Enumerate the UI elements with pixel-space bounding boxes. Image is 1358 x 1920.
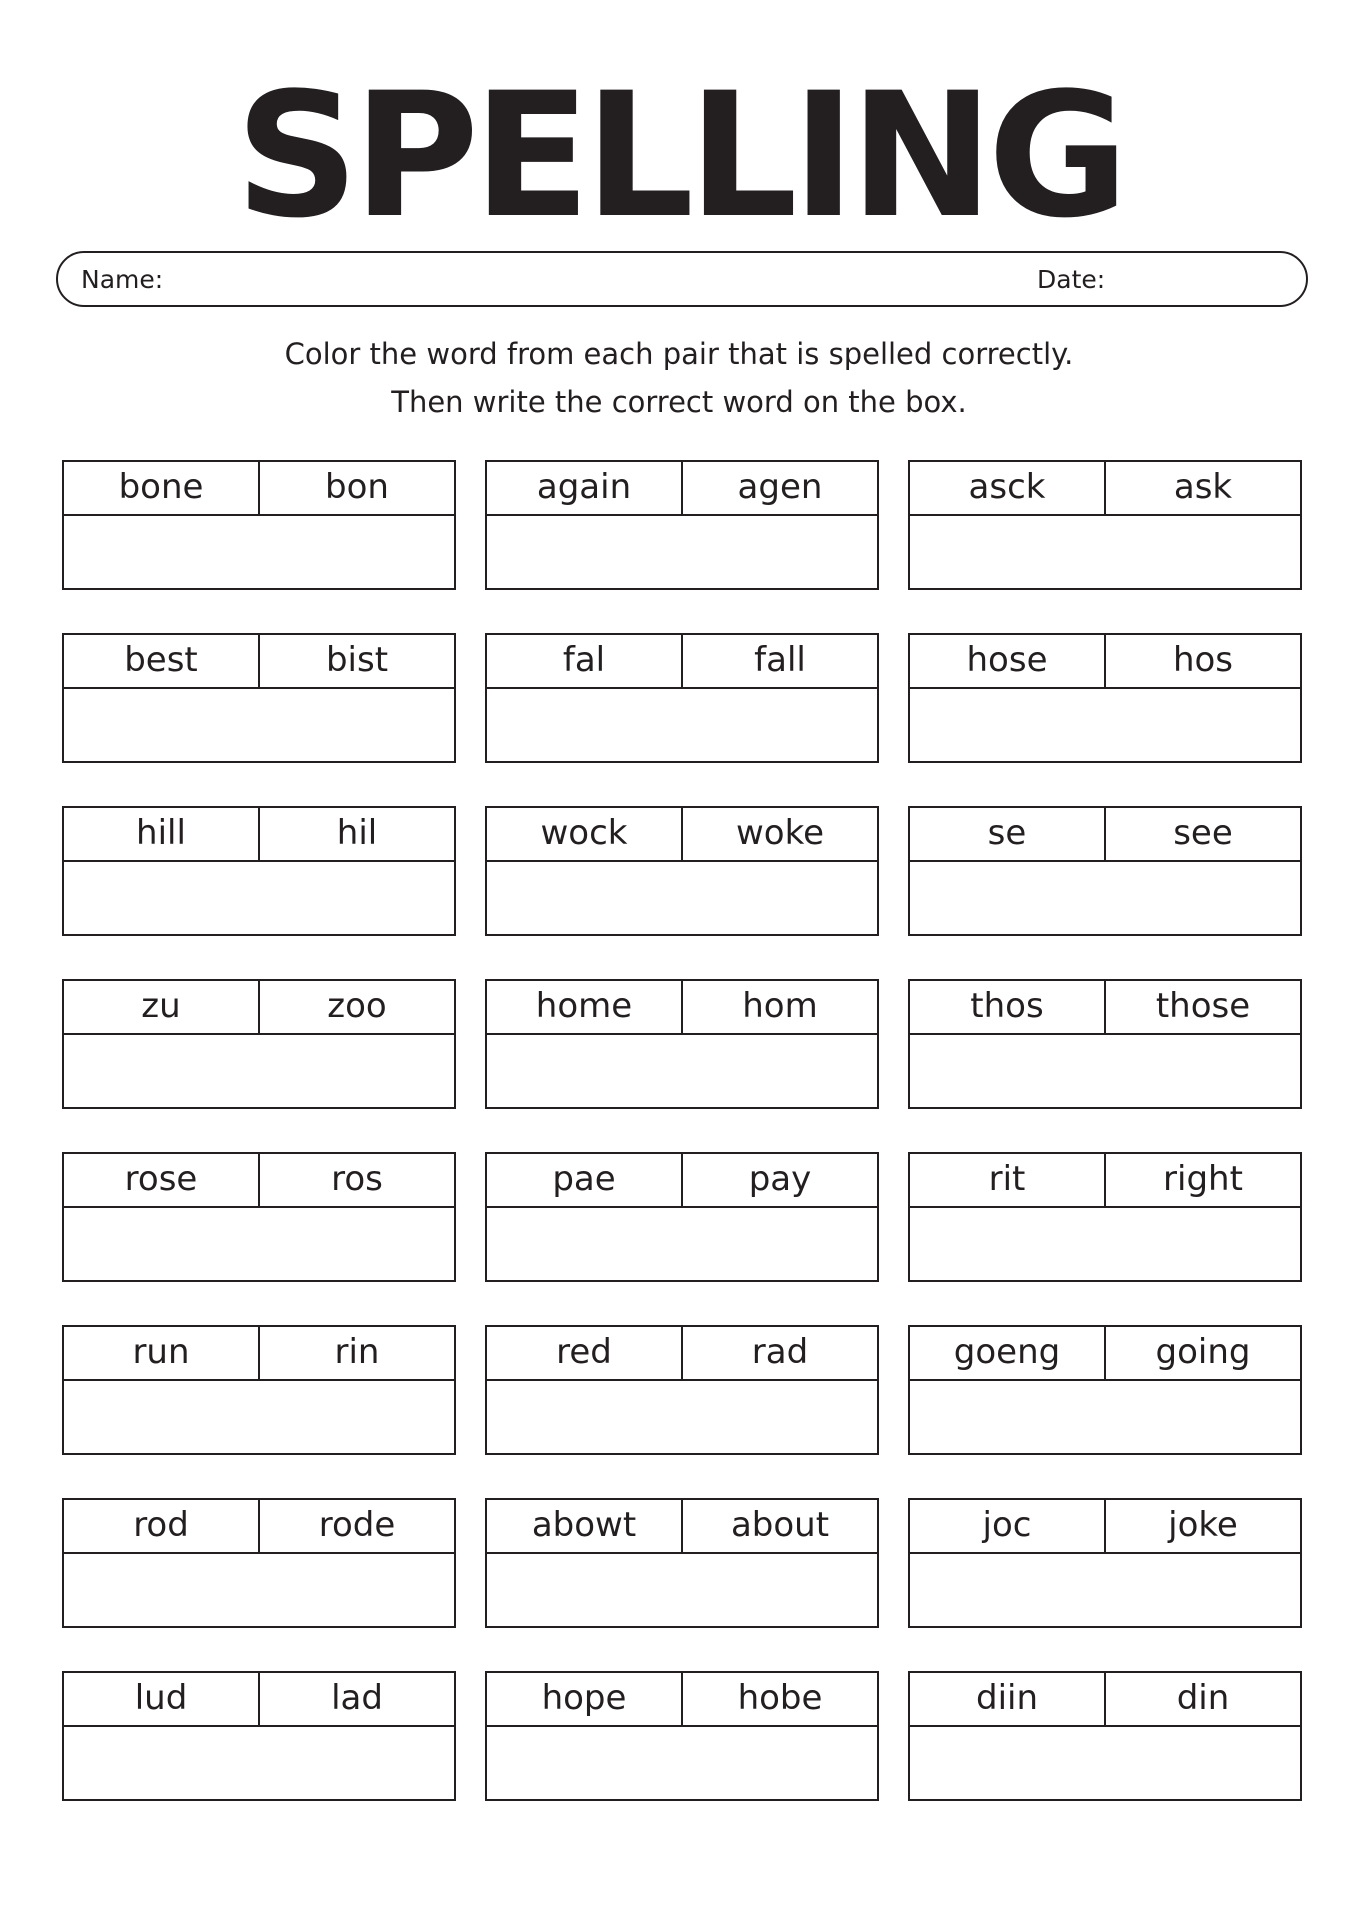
word-option-right[interactable]: rad: [681, 1327, 877, 1379]
instruction-line-1: Color the word from each pair that is spelled correctly.: [284, 337, 1074, 371]
word-pair-box: [485, 460, 879, 590]
word-option-right[interactable]: bist: [258, 635, 454, 687]
word-option-left[interactable]: rose: [124, 1159, 198, 1199]
word-pair-box: [485, 1498, 879, 1628]
word-pair-box: [62, 460, 456, 590]
word-option-right[interactable]: hobe: [681, 1673, 877, 1725]
answer-write-box[interactable]: [910, 1381, 1300, 1453]
instruction-line-2: Then write the correct word on the box.: [391, 385, 967, 419]
word-pair-box: [62, 1325, 456, 1455]
word-option-right[interactable]: about: [681, 1500, 877, 1552]
word-pair-box: [62, 1671, 456, 1801]
word-pair-box: [485, 806, 879, 936]
word-pair-row: [487, 1500, 877, 1554]
word-option-left[interactable]: zu: [141, 986, 181, 1026]
word-option-right[interactable]: ask: [1104, 462, 1300, 514]
word-pair-box: [62, 1152, 456, 1282]
word-pair-box: [908, 460, 1302, 590]
word-option-right[interactable]: agen: [681, 462, 877, 514]
word-pair-row: [910, 981, 1300, 1035]
word-pair-row: [64, 981, 454, 1035]
worksheet-title: SPELLING: [235, 55, 1123, 256]
word-option-right[interactable]: din: [1104, 1673, 1300, 1725]
word-pair-row: [910, 462, 1300, 516]
word-option-right[interactable]: hom: [681, 981, 877, 1033]
word-option-right[interactable]: hos: [1104, 635, 1300, 687]
word-pair-row: [487, 1327, 877, 1381]
name-label: Name:: [81, 265, 164, 294]
answer-write-box[interactable]: [487, 1727, 877, 1799]
answer-write-box[interactable]: [487, 1554, 877, 1626]
word-pair-box: [485, 1152, 879, 1282]
answer-write-box[interactable]: [64, 1208, 454, 1280]
word-pair-row: [64, 808, 454, 862]
word-option-right[interactable]: joke: [1104, 1500, 1300, 1552]
word-pair-grid: [62, 460, 1302, 1801]
word-option-left[interactable]: joc: [982, 1505, 1032, 1545]
answer-write-box[interactable]: [910, 1727, 1300, 1799]
word-option-left[interactable]: rit: [988, 1159, 1026, 1199]
word-pair-row: [910, 1327, 1300, 1381]
word-option-left[interactable]: again: [536, 467, 632, 507]
word-option-right[interactable]: fall: [681, 635, 877, 687]
answer-write-box[interactable]: [910, 862, 1300, 934]
name-date-bar: [56, 251, 1308, 307]
word-option-left[interactable]: bone: [118, 467, 204, 507]
word-pair-box: [908, 806, 1302, 936]
answer-write-box[interactable]: [487, 862, 877, 934]
word-option-left[interactable]: se: [987, 813, 1027, 853]
word-pair-row: [910, 1673, 1300, 1727]
word-pair-box: [62, 806, 456, 936]
word-option-right[interactable]: bon: [258, 462, 454, 514]
instructions: [0, 330, 1358, 426]
word-option-left[interactable]: abowt: [531, 1505, 637, 1545]
word-pair-row: [64, 462, 454, 516]
answer-write-box[interactable]: [910, 1554, 1300, 1626]
word-pair-box: [908, 979, 1302, 1109]
word-pair-box: [485, 979, 879, 1109]
word-option-left[interactable]: goeng: [953, 1332, 1061, 1372]
word-pair-row: [910, 635, 1300, 689]
word-option-right[interactable]: rin: [258, 1327, 454, 1379]
word-pair-box: [908, 633, 1302, 763]
answer-write-box[interactable]: [487, 1208, 877, 1280]
word-option-right[interactable]: hil: [258, 808, 454, 860]
word-option-left[interactable]: red: [556, 1332, 612, 1372]
answer-write-box[interactable]: [487, 1381, 877, 1453]
word-option-right[interactable]: ros: [258, 1154, 454, 1206]
answer-write-box[interactable]: [487, 1035, 877, 1107]
word-option-left[interactable]: pae: [552, 1159, 616, 1199]
answer-write-box[interactable]: [64, 1727, 454, 1799]
answer-write-box[interactable]: [910, 1208, 1300, 1280]
answer-write-box[interactable]: [487, 689, 877, 761]
answer-write-box[interactable]: [64, 516, 454, 588]
word-option-right[interactable]: lad: [258, 1673, 454, 1725]
word-option-left[interactable]: home: [535, 986, 633, 1026]
answer-write-box[interactable]: [487, 516, 877, 588]
word-pair-box: [908, 1498, 1302, 1628]
word-pair-row: [487, 981, 877, 1035]
word-option-right[interactable]: see: [1104, 808, 1300, 860]
word-pair-row: [64, 1500, 454, 1554]
word-pair-row: [64, 635, 454, 689]
answer-write-box[interactable]: [910, 516, 1300, 588]
word-pair-box: [908, 1152, 1302, 1282]
answer-write-box[interactable]: [64, 1554, 454, 1626]
date-label: Date:: [1037, 265, 1106, 294]
word-option-left[interactable]: fal: [562, 640, 606, 680]
word-pair-box: [485, 633, 879, 763]
word-pair-row: [487, 462, 877, 516]
word-pair-box: [62, 1498, 456, 1628]
word-option-left[interactable]: hill: [136, 813, 186, 853]
answer-write-box[interactable]: [64, 1381, 454, 1453]
word-option-left[interactable]: thos: [970, 986, 1044, 1026]
answer-write-box[interactable]: [64, 862, 454, 934]
answer-write-box[interactable]: [910, 689, 1300, 761]
word-option-right[interactable]: right: [1104, 1154, 1300, 1206]
word-pair-box: [62, 979, 456, 1109]
word-option-left[interactable]: best: [124, 640, 198, 680]
answer-write-box[interactable]: [64, 1035, 454, 1107]
answer-write-box[interactable]: [64, 689, 454, 761]
word-pair-row: [910, 1500, 1300, 1554]
word-option-right[interactable]: going: [1104, 1327, 1300, 1379]
word-pair-box: [62, 633, 456, 763]
word-pair-row: [487, 635, 877, 689]
word-option-left[interactable]: run: [132, 1332, 190, 1372]
word-option-left[interactable]: asck: [968, 467, 1046, 507]
word-pair-box: [908, 1325, 1302, 1455]
word-pair-row: [487, 1154, 877, 1208]
word-pair-row: [64, 1327, 454, 1381]
word-option-right[interactable]: rode: [258, 1500, 454, 1552]
word-pair-box: [485, 1325, 879, 1455]
word-pair-box: [485, 1671, 879, 1801]
word-option-right[interactable]: woke: [681, 808, 877, 860]
word-pair-row: [910, 1154, 1300, 1208]
word-pair-row: [64, 1673, 454, 1727]
word-option-left[interactable]: hose: [966, 640, 1048, 680]
word-option-right[interactable]: pay: [681, 1154, 877, 1206]
word-option-left[interactable]: wock: [540, 813, 628, 853]
word-pair-row: [487, 1673, 877, 1727]
word-option-left[interactable]: lud: [134, 1678, 188, 1718]
word-option-left[interactable]: hope: [541, 1678, 627, 1718]
word-option-left[interactable]: diin: [975, 1678, 1039, 1718]
word-option-right[interactable]: those: [1104, 981, 1300, 1033]
word-pair-box: [908, 1671, 1302, 1801]
word-pair-row: [910, 808, 1300, 862]
word-pair-row: [64, 1154, 454, 1208]
word-option-left[interactable]: rod: [133, 1505, 189, 1545]
word-pair-row: [487, 808, 877, 862]
word-option-right[interactable]: zoo: [258, 981, 454, 1033]
answer-write-box[interactable]: [910, 1035, 1300, 1107]
